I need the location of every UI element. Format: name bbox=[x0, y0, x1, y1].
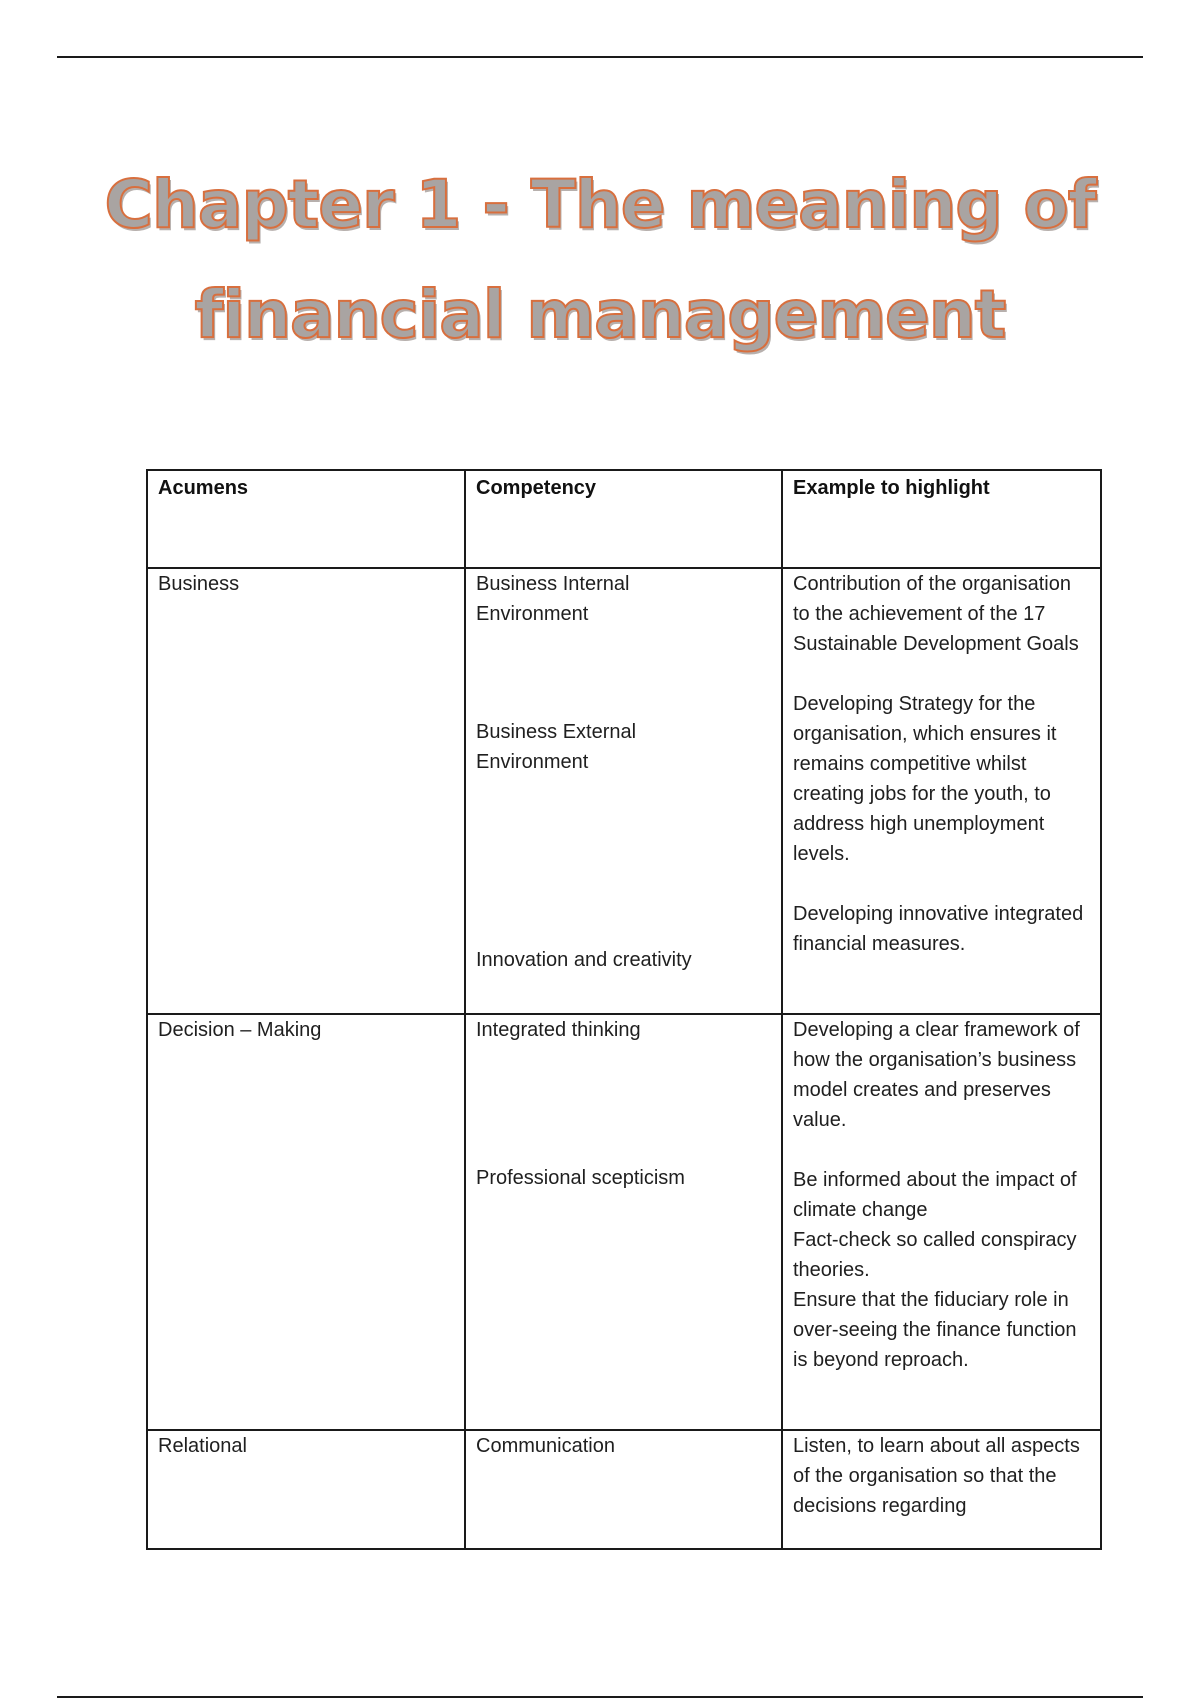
competency-item: Business External Environment bbox=[476, 721, 637, 773]
header-acumens: Acumens bbox=[147, 470, 465, 568]
competency-cell bbox=[465, 1014, 782, 1430]
competency-table bbox=[146, 469, 1102, 1550]
competency-item: Innovation and creativity bbox=[476, 949, 692, 971]
example-item: Developing a clear framework of how the organisation’s business model creates and preserves value. bbox=[793, 1019, 1080, 1131]
table-row bbox=[147, 568, 1101, 1014]
top-rule bbox=[57, 56, 1143, 58]
example-item: Contribution of the organisation to the achievement of the 17 Sustainable Development Goals bbox=[793, 573, 1079, 655]
header-competency: Competency bbox=[465, 470, 782, 568]
example-item: Developing innovative integrated financial measures. bbox=[793, 903, 1084, 955]
title-line-1: Chapter 1 - The meaning of bbox=[104, 166, 1096, 243]
acumen-cell: Decision – Making bbox=[147, 1014, 465, 1430]
example-cell bbox=[782, 568, 1101, 1014]
competency-item: Professional scepticism bbox=[476, 1167, 685, 1189]
title-line-2: financial management bbox=[194, 276, 1006, 353]
competency-item: Communication bbox=[476, 1435, 615, 1457]
example-item: Developing Strategy for the organisation, which ensures it remains competitive whilst creating jobs for the youth, to address high unemployment levels. bbox=[793, 693, 1057, 865]
competency-cell bbox=[465, 568, 782, 1014]
example-cell bbox=[782, 1014, 1101, 1430]
table-row bbox=[147, 1430, 1101, 1549]
example-item: Be informed about the impact of climate change bbox=[793, 1169, 1077, 1221]
example-item: Fact-check so called conspiracy theories. bbox=[793, 1229, 1077, 1281]
competency-item: Business Internal Environment bbox=[476, 573, 630, 625]
header-example: Example to highlight bbox=[782, 470, 1101, 568]
example-item: Ensure that the fiduciary role in over-seeing the finance function is beyond reproach. bbox=[793, 1289, 1077, 1371]
bottom-rule bbox=[57, 1696, 1143, 1698]
table-header-row bbox=[147, 470, 1101, 568]
competency-item: Integrated thinking bbox=[476, 1019, 641, 1041]
competency-cell bbox=[465, 1430, 782, 1549]
example-item: Listen, to learn about all aspects of the organisation so that the decisions regarding bbox=[793, 1435, 1080, 1517]
table-row bbox=[147, 1014, 1101, 1430]
example-cell bbox=[782, 1430, 1101, 1549]
acumen-cell: Business bbox=[147, 568, 465, 1014]
page-title bbox=[0, 150, 1200, 370]
acumen-cell: Relational bbox=[147, 1430, 465, 1549]
